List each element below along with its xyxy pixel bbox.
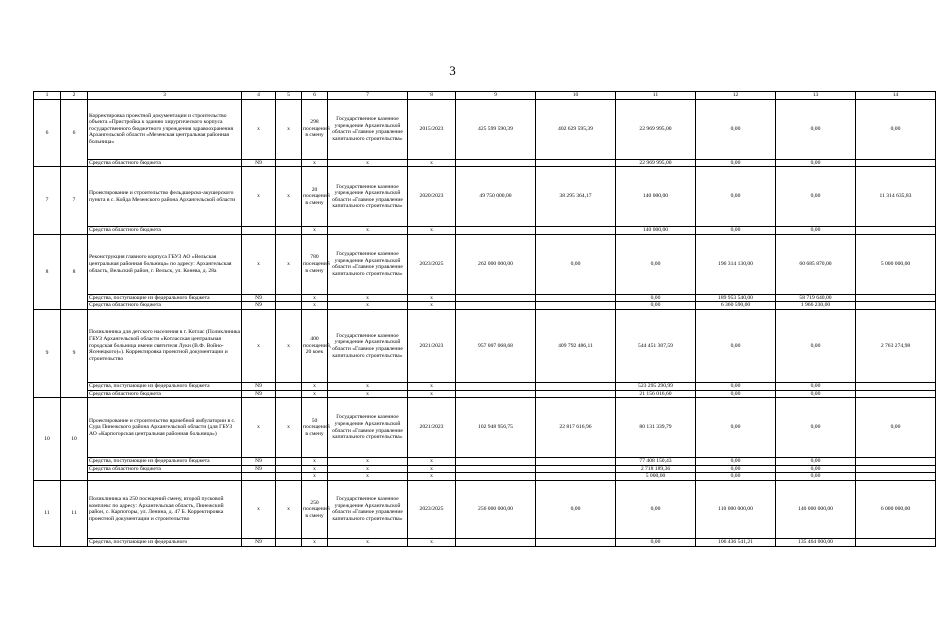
- funding-c9-cell: [456, 159, 536, 167]
- object-row: [34, 398, 936, 458]
- funding-c10-cell: [536, 538, 616, 546]
- object-c14-cell: 5 000 000,00: [856, 234, 936, 294]
- funding-c10-cell: [536, 465, 616, 473]
- funding-row: [34, 473, 936, 481]
- object-c4-cell: х: [242, 398, 276, 458]
- funding-c7-cell: х: [328, 294, 408, 302]
- object-c8-cell: 2023/2025: [408, 234, 456, 294]
- object-row: [34, 99, 936, 159]
- funding-c10-cell: [536, 458, 616, 466]
- object-c9-cell: 425 599 590,39: [456, 99, 536, 159]
- funding-c9-cell: [456, 227, 536, 235]
- funding-c13-cell: 0,00: [776, 465, 856, 473]
- funding-c12-cell: 0,00: [696, 159, 776, 167]
- funding-c12-cell: 189 953 540,00: [696, 294, 776, 302]
- object-c7-cell: Государственное казенное учреждение Архангельской области «Главное управление капитального строительства»: [328, 480, 408, 538]
- funding-c8-cell: х: [408, 382, 456, 390]
- funding-c7-cell: х: [328, 465, 408, 473]
- object-c3-cell: Проектирование и строительство врачебной амбулатории в с. Сура Пинежского района Архангельской области (для ГБУЗ АО «Карпогорская центральная районная больница»): [88, 398, 242, 458]
- funding-source-cell: Средства областного бюджета: [88, 159, 242, 167]
- row-number-cell: 10: [34, 398, 61, 481]
- funding-c5-cell: [276, 390, 302, 398]
- funding-c7-cell: х: [328, 473, 408, 481]
- row-number-cell: 11: [34, 480, 61, 546]
- object-c7-cell: Государственное казенное учреждение Архангельской области «Главное управление капитального строительства»: [328, 398, 408, 458]
- funding-row: [34, 302, 936, 310]
- funding-c14-cell: [856, 227, 936, 235]
- object-c6-cell: 780 посещений в смену: [302, 234, 328, 294]
- object-c11-cell: 140 000,00: [616, 167, 696, 227]
- funding-c7-cell: х: [328, 538, 408, 546]
- funding-c5-cell: [276, 473, 302, 481]
- object-c9-cell: 262 000 000,00: [456, 234, 536, 294]
- funding-c6-cell: х: [302, 302, 328, 310]
- funding-c6-cell: х: [302, 227, 328, 235]
- object-c4-cell: х: [242, 234, 276, 294]
- funding-c11-cell: 21 156 016,60: [616, 390, 696, 398]
- header-cell-4: 4: [242, 92, 276, 100]
- object-c14-cell: 0,00: [856, 99, 936, 159]
- funding-c6-cell: х: [302, 538, 328, 546]
- object-c6-cell: 20 посещений в смену: [302, 167, 328, 227]
- funding-c10-cell: [536, 473, 616, 481]
- row-index-cell: 9: [61, 309, 88, 397]
- object-c11-cell: 0,00: [616, 234, 696, 294]
- header-cell-14: 14: [856, 92, 936, 100]
- funding-c8-cell: х: [408, 458, 456, 466]
- funding-c6-cell: х: [302, 382, 328, 390]
- funding-c5-cell: [276, 302, 302, 310]
- object-c5-cell: х: [276, 398, 302, 458]
- budget-table: [33, 91, 936, 547]
- funding-c8-cell: х: [408, 538, 456, 546]
- row-index-cell: 8: [61, 234, 88, 309]
- funding-c13-cell: 1 966 230,00: [776, 302, 856, 310]
- funding-c13-cell: 0,00: [776, 227, 856, 235]
- funding-code-cell: N9: [242, 458, 276, 466]
- header-cell-8: 8: [408, 92, 456, 100]
- object-c11-cell: 22 969 995,00: [616, 99, 696, 159]
- header-cell-2: 2: [61, 92, 88, 100]
- row-index-cell: 11: [61, 480, 88, 546]
- object-c10-cell: 22 817 616,96: [536, 398, 616, 458]
- funding-c6-cell: х: [302, 294, 328, 302]
- object-c4-cell: х: [242, 480, 276, 538]
- object-c12-cell: 0,00: [696, 398, 776, 458]
- object-c12-cell: 196 314 130,00: [696, 234, 776, 294]
- header-cell-5: 5: [276, 92, 302, 100]
- funding-code-cell: N9: [242, 159, 276, 167]
- object-c8-cell: 2023/2025: [408, 480, 456, 538]
- funding-c14-cell: [856, 302, 936, 310]
- funding-c9-cell: [456, 302, 536, 310]
- object-c9-cell: 102 948 956,75: [456, 398, 536, 458]
- funding-code-cell: N9: [242, 538, 276, 546]
- funding-c7-cell: х: [328, 382, 408, 390]
- object-c4-cell: х: [242, 309, 276, 382]
- funding-c9-cell: [456, 390, 536, 398]
- funding-c10-cell: [536, 294, 616, 302]
- funding-c9-cell: [456, 465, 536, 473]
- object-row: [34, 480, 936, 538]
- funding-c14-cell: [856, 382, 936, 390]
- header-cell-6: 6: [302, 92, 328, 100]
- object-row: [34, 167, 936, 227]
- object-c14-cell: 2 763 274,98: [856, 309, 936, 382]
- object-c10-cell: 409 792 486,11: [536, 309, 616, 382]
- funding-row: [34, 159, 936, 167]
- funding-c12-cell: 0,00: [696, 382, 776, 390]
- row-number-cell: 9: [34, 309, 61, 397]
- object-c13-cell: 0,00: [776, 99, 856, 159]
- funding-c9-cell: [456, 294, 536, 302]
- funding-c14-cell: [856, 390, 936, 398]
- row-number-cell: 7: [34, 167, 61, 235]
- object-c5-cell: х: [276, 234, 302, 294]
- funding-c10-cell: [536, 390, 616, 398]
- object-c5-cell: х: [276, 309, 302, 382]
- funding-c9-cell: [456, 538, 536, 546]
- funding-c5-cell: [276, 382, 302, 390]
- funding-c14-cell: [856, 538, 936, 546]
- funding-c8-cell: х: [408, 302, 456, 310]
- object-c11-cell: 80 131 339,79: [616, 398, 696, 458]
- funding-c7-cell: х: [328, 159, 408, 167]
- object-c12-cell: 0,00: [696, 309, 776, 382]
- funding-c13-cell: 0,00: [776, 473, 856, 481]
- funding-c8-cell: х: [408, 390, 456, 398]
- funding-c8-cell: х: [408, 294, 456, 302]
- object-c7-cell: Государственное казенное учреждение Архангельской области «Главное управление капитального строительства»: [328, 309, 408, 382]
- funding-row: [34, 227, 936, 235]
- object-c13-cell: 0,00: [776, 167, 856, 227]
- object-c3-cell: Корректировка проектной документации и строительство объекта «Пристройка к зданию хирургического корпуса государственного бюджетного учреждения здравоохранения Архангельской области «Мезенская центральная районная больница»: [88, 99, 242, 159]
- funding-c5-cell: [276, 458, 302, 466]
- funding-code-cell: [242, 473, 276, 481]
- funding-c6-cell: х: [302, 458, 328, 466]
- funding-row: [34, 538, 936, 546]
- funding-c8-cell: х: [408, 465, 456, 473]
- funding-c11-cell: 0,00: [616, 302, 696, 310]
- funding-c5-cell: [276, 538, 302, 546]
- object-c13-cell: 140 000 000,00: [776, 480, 856, 538]
- header-cell-10: 10: [536, 92, 616, 100]
- header-cell-3: 3: [88, 92, 242, 100]
- funding-c14-cell: [856, 473, 936, 481]
- funding-c12-cell: 0,00: [696, 227, 776, 235]
- funding-c11-cell: 5 000,00: [616, 473, 696, 481]
- funding-row: [34, 294, 936, 302]
- object-c5-cell: х: [276, 480, 302, 538]
- funding-c10-cell: [536, 227, 616, 235]
- funding-c14-cell: [856, 159, 936, 167]
- object-c3-cell: Реконструкция главного корпуса ГБУЗ АО «Вельская центральная районная больница» по адресу: Архангельская область, Вельский район, г. Вельск, ул. Конева, д. 28а: [88, 234, 242, 294]
- object-row: [34, 234, 936, 294]
- object-c8-cell: 2021/2023: [408, 398, 456, 458]
- funding-c11-cell: 0,00: [616, 294, 696, 302]
- funding-c6-cell: х: [302, 465, 328, 473]
- funding-c10-cell: [536, 302, 616, 310]
- funding-code-cell: N9: [242, 302, 276, 310]
- object-c10-cell: 402 629 595,39: [536, 99, 616, 159]
- object-c9-cell: 957 007 068,68: [456, 309, 536, 382]
- funding-c5-cell: [276, 159, 302, 167]
- header-cell-9: 9: [456, 92, 536, 100]
- funding-c9-cell: [456, 382, 536, 390]
- object-c14-cell: 6 000 000,00: [856, 480, 936, 538]
- header-cell-12: 12: [696, 92, 776, 100]
- funding-code-cell: N9: [242, 465, 276, 473]
- funding-c7-cell: х: [328, 302, 408, 310]
- object-c9-cell: 256 000 000,00: [456, 480, 536, 538]
- row-index-cell: 6: [61, 99, 88, 167]
- funding-c13-cell: 0,00: [776, 390, 856, 398]
- funding-row: [34, 390, 936, 398]
- funding-code-cell: N9: [242, 382, 276, 390]
- funding-c6-cell: х: [302, 390, 328, 398]
- funding-c5-cell: [276, 227, 302, 235]
- funding-c10-cell: [536, 382, 616, 390]
- funding-c12-cell: 6 360 590,00: [696, 302, 776, 310]
- object-c12-cell: 110 000 000,00: [696, 480, 776, 538]
- object-c10-cell: 38 295 364,17: [536, 167, 616, 227]
- funding-c12-cell: 0,00: [696, 465, 776, 473]
- funding-c5-cell: [276, 294, 302, 302]
- funding-c11-cell: 2 718 189,36: [616, 465, 696, 473]
- object-c13-cell: 60 685 870,00: [776, 234, 856, 294]
- object-c12-cell: 0,00: [696, 99, 776, 159]
- funding-c14-cell: [856, 458, 936, 466]
- funding-c12-cell: 0,00: [696, 473, 776, 481]
- object-c13-cell: 0,00: [776, 398, 856, 458]
- funding-code-cell: [242, 227, 276, 235]
- funding-c11-cell: 77 408 150,43: [616, 458, 696, 466]
- object-row: [34, 309, 936, 382]
- funding-c7-cell: х: [328, 227, 408, 235]
- funding-source-cell: Средства областного бюджета: [88, 390, 242, 398]
- funding-c9-cell: [456, 473, 536, 481]
- funding-code-cell: N9: [242, 294, 276, 302]
- funding-c5-cell: [276, 465, 302, 473]
- funding-source-cell: Средства, поступающие из федерального бюджета: [88, 294, 242, 302]
- object-c3-cell: Проектирование и строительство фельдшерско-акушерского пункта в с. Койда Мезенского района Архангельской области: [88, 167, 242, 227]
- funding-c12-cell: 0,00: [696, 458, 776, 466]
- object-c11-cell: 544 451 307,59: [616, 309, 696, 382]
- funding-c12-cell: 106 436 541,21: [696, 538, 776, 546]
- object-c5-cell: х: [276, 167, 302, 227]
- funding-code-cell: N9: [242, 390, 276, 398]
- funding-c14-cell: [856, 294, 936, 302]
- object-c8-cell: 2015/2023: [408, 99, 456, 159]
- object-c3-cell: Поликлиника на 250 посещений смену, второй пусковой комплекс по адресу: Архангельская область, Пинежский район, с. Карпогоры, ул. Ленина, д. 47 Б. Корректировка проектной документации и строительство: [88, 480, 242, 538]
- funding-c6-cell: х: [302, 159, 328, 167]
- funding-c7-cell: х: [328, 390, 408, 398]
- page-number: 3: [449, 63, 456, 78]
- funding-c11-cell: 0,00: [616, 538, 696, 546]
- funding-c6-cell: х: [302, 473, 328, 481]
- funding-c13-cell: 135 464 000,00: [776, 538, 856, 546]
- object-c9-cell: 49 750 000,00: [456, 167, 536, 227]
- object-c6-cell: 298 посещений в смену: [302, 99, 328, 159]
- object-c14-cell: 0,00: [856, 398, 936, 458]
- object-c8-cell: 2020/2023: [408, 167, 456, 227]
- object-c4-cell: х: [242, 167, 276, 227]
- funding-row: [34, 465, 936, 473]
- funding-c10-cell: [536, 159, 616, 167]
- row-number-cell: 6: [34, 99, 61, 167]
- funding-source-cell: Средства, поступающие из федерального бюджета: [88, 382, 242, 390]
- object-c8-cell: 2021/2023: [408, 309, 456, 382]
- row-index-cell: 10: [61, 398, 88, 481]
- object-c13-cell: 0,00: [776, 309, 856, 382]
- funding-source-cell: Средства, поступающие из федерального бюджета: [88, 458, 242, 466]
- header-row: [34, 92, 936, 100]
- funding-row: [34, 458, 936, 466]
- funding-c11-cell: 140 000,00: [616, 227, 696, 235]
- funding-c8-cell: х: [408, 227, 456, 235]
- funding-c8-cell: х: [408, 473, 456, 481]
- funding-source-cell: Средства областного бюджета: [88, 302, 242, 310]
- header-cell-1: 1: [34, 92, 61, 100]
- object-c7-cell: Государственное казенное учреждение Архангельской области «Главное управление капитального строительства»: [328, 167, 408, 227]
- funding-c11-cell: 523 295 290,99: [616, 382, 696, 390]
- funding-source-cell: [88, 473, 242, 481]
- object-c5-cell: х: [276, 99, 302, 159]
- funding-c8-cell: х: [408, 159, 456, 167]
- object-c11-cell: 0,00: [616, 480, 696, 538]
- header-cell-13: 13: [776, 92, 856, 100]
- object-c6-cell: 400 посещений, 20 коек: [302, 309, 328, 382]
- object-c10-cell: 0,00: [536, 234, 616, 294]
- object-c10-cell: 0,00: [536, 480, 616, 538]
- funding-row: [34, 382, 936, 390]
- object-c12-cell: 0,00: [696, 167, 776, 227]
- header-cell-11: 11: [616, 92, 696, 100]
- funding-c14-cell: [856, 465, 936, 473]
- funding-c13-cell: 0,00: [776, 159, 856, 167]
- funding-c13-cell: 0,00: [776, 458, 856, 466]
- funding-c13-cell: 0,00: [776, 382, 856, 390]
- row-number-cell: 8: [34, 234, 61, 309]
- funding-c9-cell: [456, 458, 536, 466]
- funding-c13-cell: 58 719 640,00: [776, 294, 856, 302]
- funding-c11-cell: 22 969 995,00: [616, 159, 696, 167]
- funding-source-cell: Средства областного бюджета: [88, 465, 242, 473]
- funding-c7-cell: х: [328, 458, 408, 466]
- object-c7-cell: Государственное казенное учреждение Архангельской области «Главное управление капитального строительства»: [328, 234, 408, 294]
- object-c3-cell: Поликлиника для детского населения в г. Котлас (Поликлиника ГБУЗ Архангельской области «Котласская центральная городская больница имени святителя Луки (В.Ф. Войно-Ясенецкого)»). Корректировка проектной документации и строительство: [88, 309, 242, 382]
- object-c4-cell: х: [242, 99, 276, 159]
- funding-c12-cell: 0,00: [696, 390, 776, 398]
- row-index-cell: 7: [61, 167, 88, 235]
- object-c6-cell: 250 посещений в смену: [302, 480, 328, 538]
- object-c14-cell: 11 314 635,83: [856, 167, 936, 227]
- header-cell-7: 7: [328, 92, 408, 100]
- object-c6-cell: 50 посещений в смену: [302, 398, 328, 458]
- object-c7-cell: Государственное казенное учреждение Архангельской области «Главное управление капитального строительства»: [328, 99, 408, 159]
- funding-source-cell: Средства, поступающие из федерального: [88, 538, 242, 546]
- funding-source-cell: Средства областного бюджета: [88, 227, 242, 235]
